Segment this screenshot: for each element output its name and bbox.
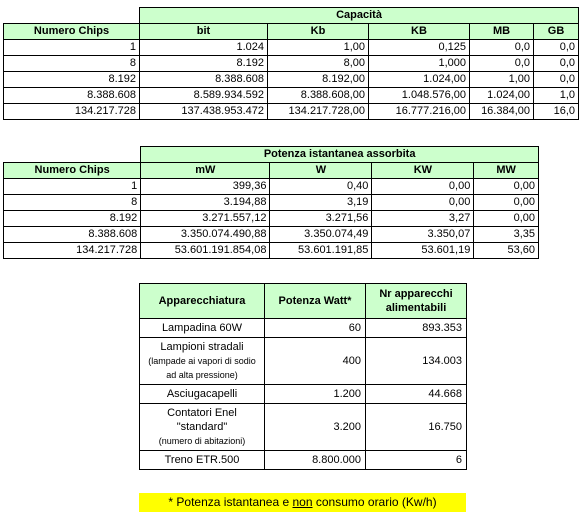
table-row (4, 211, 539, 227)
table-cell: 0,0 (534, 40, 579, 56)
table-row (140, 404, 467, 451)
table-cell: 0,40 (270, 179, 372, 195)
appliance-watt: 8.800.000 (265, 451, 366, 470)
appliance-name-cell (140, 385, 265, 404)
table-cell: 1,00 (268, 40, 369, 56)
col-header: bit (140, 24, 268, 40)
empty-corner (4, 147, 141, 163)
table-cell: 16.384,00 (470, 104, 534, 120)
table-cell: 3.350,07 (372, 227, 474, 243)
table-cell: 53.601.191.854,08 (141, 243, 270, 259)
appliance-name: Asciugacapelli (166, 388, 238, 400)
appliance-note: (numero di abitazioni) (158, 436, 246, 446)
table-row (140, 385, 467, 404)
table-cell: 1.048.576,00 (369, 88, 470, 104)
appliance-note: (lampade ai vapori di sodio ad alta pressione) (148, 356, 256, 380)
capacity-title: Capacità (140, 8, 579, 24)
appliance-name: Treno ETR.500 (164, 454, 240, 466)
capacity-table (3, 7, 579, 120)
appliance-count: 6 (366, 451, 467, 470)
col-header: mW (141, 163, 270, 179)
col-header: Kb (268, 24, 369, 40)
appliance-name: Contatori Enel "standard" (167, 407, 237, 433)
table-row (4, 40, 579, 56)
power-header-row (4, 163, 539, 179)
table-cell: 53,60 (474, 243, 539, 259)
table-cell: 8.192 (140, 56, 268, 72)
col-header: KB (369, 24, 470, 40)
appliance-name-cell (140, 319, 265, 338)
note-suffix: consumo orario (Kw/h) (312, 495, 437, 509)
appliance-watt: 400 (265, 338, 366, 385)
col-header: GB (534, 24, 579, 40)
table-cell: 3,35 (474, 227, 539, 243)
table-cell: 53.601.191,85 (270, 243, 372, 259)
table-cell: 0,0 (470, 40, 534, 56)
table-cell: 8,00 (268, 56, 369, 72)
empty-corner (4, 8, 140, 24)
table-cell: 3.350.074.490,88 (141, 227, 270, 243)
table-cell: 8.589.934.592 (140, 88, 268, 104)
appliance-name: Lampadina 60W (161, 322, 243, 334)
table-cell: 1,00 (470, 72, 534, 88)
table-cell: 0,00 (372, 179, 474, 195)
table-row (140, 451, 467, 470)
table-cell: 1.024,00 (369, 72, 470, 88)
table-cell: 3.271.557,12 (141, 211, 270, 227)
table-cell: 134.217.728 (4, 243, 141, 259)
appliance-watt: 60 (265, 319, 366, 338)
table-cell: 0,00 (474, 195, 539, 211)
table-cell: 134.217.728,00 (268, 104, 369, 120)
col-header: Numero Chips (4, 163, 141, 179)
table-row (140, 338, 467, 385)
table-cell: 0,0 (534, 56, 579, 72)
appliance-watt: 3.200 (265, 404, 366, 451)
power-table (3, 146, 539, 259)
col-header: KW (372, 163, 474, 179)
table-cell: 8.388.608,00 (268, 88, 369, 104)
table-cell: 1,0 (534, 88, 579, 104)
table-cell: 8.192 (4, 72, 140, 88)
appliance-name-cell (140, 404, 265, 451)
col-header: Numero Chips (4, 24, 140, 40)
table-row (140, 319, 467, 338)
table-cell: 8.388.608 (4, 227, 141, 243)
table-cell: 8.192,00 (268, 72, 369, 88)
table-cell: 16,0 (534, 104, 579, 120)
appliance-watt: 1.200 (265, 385, 366, 404)
table-cell: 3.350.074,49 (270, 227, 372, 243)
table-cell: 3,19 (270, 195, 372, 211)
footnote (139, 493, 466, 512)
table-row (4, 88, 579, 104)
table-cell: 8 (4, 195, 141, 211)
table-row (4, 179, 539, 195)
table-cell: 1.024,00 (470, 88, 534, 104)
table-cell: 137.438.953.472 (140, 104, 268, 120)
table-cell: 0,00 (372, 195, 474, 211)
note-underlined: non (292, 495, 313, 509)
appliance-name-cell (140, 451, 265, 470)
table-row (4, 243, 539, 259)
col-header: Potenza Watt* (265, 284, 366, 319)
appliance-count: 44.668 (366, 385, 467, 404)
col-header: MB (470, 24, 534, 40)
table-cell: 0,00 (474, 211, 539, 227)
table-cell: 3.194,88 (141, 195, 270, 211)
appliance-header-row (140, 284, 467, 319)
table-cell: 134.217.728 (4, 104, 140, 120)
table-cell: 3,27 (372, 211, 474, 227)
appliance-count: 134.003 (366, 338, 467, 385)
table-row (4, 227, 539, 243)
table-cell: 53.601,19 (372, 243, 474, 259)
appliance-name: Lampioni stradali (160, 341, 244, 353)
appliance-table (139, 283, 467, 470)
table-cell: 8 (4, 56, 140, 72)
table-cell: 0,125 (369, 40, 470, 56)
table-cell: 1 (4, 40, 140, 56)
table-row (4, 56, 579, 72)
table-cell: 0,0 (470, 56, 534, 72)
table-cell: 8.192 (4, 211, 141, 227)
appliance-name-cell (140, 338, 265, 385)
table-cell: 0,00 (474, 179, 539, 195)
table-row (4, 72, 579, 88)
table-cell: 399,36 (141, 179, 270, 195)
power-title: Potenza istantanea assorbita (141, 147, 539, 163)
col-header: Apparecchiatura (140, 284, 265, 319)
table-cell: 16.777.216,00 (369, 104, 470, 120)
col-header: Nr apparecchi alimentabili (366, 284, 467, 319)
capacity-header-row (4, 24, 579, 40)
col-header: W (270, 163, 372, 179)
col-header: MW (474, 163, 539, 179)
table-cell: 8.388.608 (140, 72, 268, 88)
appliance-count: 893.353 (366, 319, 467, 338)
table-cell: 8.388.608 (4, 88, 140, 104)
table-row (4, 104, 579, 120)
note-prefix: * Potenza istantanea e (168, 495, 293, 509)
table-cell: 0,0 (534, 72, 579, 88)
table-cell: 1 (4, 179, 141, 195)
table-cell: 3.271,56 (270, 211, 372, 227)
table-cell: 1,000 (369, 56, 470, 72)
table-row (4, 195, 539, 211)
appliance-count: 16.750 (366, 404, 467, 451)
table-cell: 1.024 (140, 40, 268, 56)
